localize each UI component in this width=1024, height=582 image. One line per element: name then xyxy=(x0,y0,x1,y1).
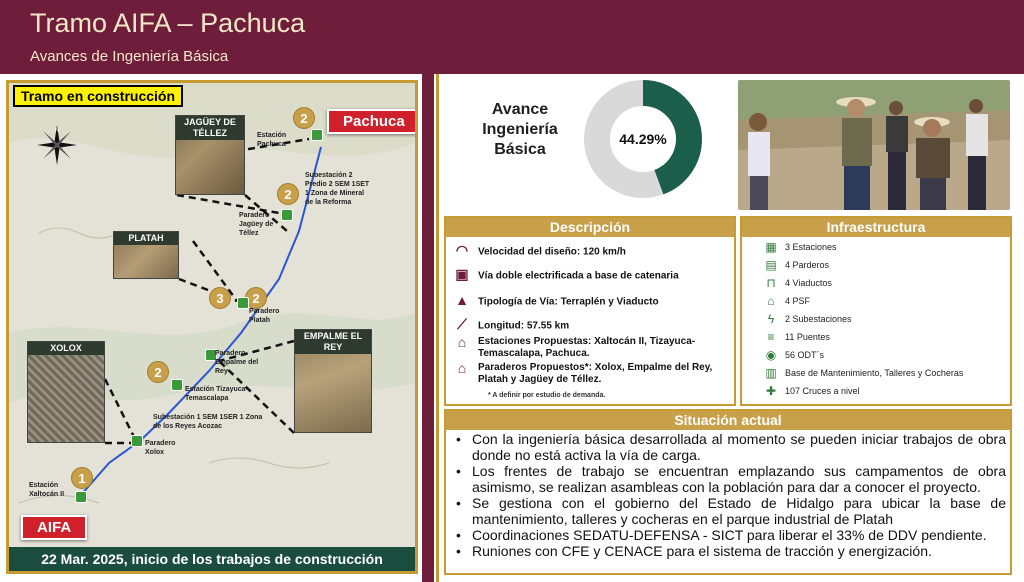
description-item xyxy=(452,318,569,334)
infrastructure-text: 4 Viaductos xyxy=(785,278,832,288)
infrastructure-item xyxy=(762,366,963,380)
map-label: Subestación 2 Predio 2 SEM 1SET 1 Zona de Mineral de la Reforma xyxy=(305,172,370,206)
infrastructure-text: 107 Cruces a nivel xyxy=(785,386,860,396)
description-item xyxy=(452,362,730,386)
city-label-aifa: AIFA xyxy=(21,515,87,540)
description-text: Tipología de Vía: Terraplén y Viaducto xyxy=(478,296,659,308)
description-text: Estaciones Propuestas: Xaltocán II, Tizayuca-Temascalapa, Pachuca. xyxy=(478,336,696,359)
map-label: Estación Xaltocán II xyxy=(29,482,65,498)
infrastructure-text: 4 PSF xyxy=(785,296,811,306)
inset-caption: PLATAH xyxy=(114,232,178,245)
map-number-badge: 3 xyxy=(209,287,231,309)
infrastructure-title: Infraestructura xyxy=(742,218,1010,237)
situation-item: • Los frentes de trabajo se encuentran emplazando sus campamentos de obra asimismo, se realizan asambleas con la población para dar a conocer el proyecto. xyxy=(456,463,1006,495)
ruler-icon: ⟋ xyxy=(457,316,467,332)
map-label: Paradero Jagüey de Téllez xyxy=(239,212,274,237)
station-building-icon: ⌂ xyxy=(457,334,467,350)
description-text: Velocidad del diseño: 120 km/h xyxy=(478,246,626,258)
infrastructure-text: 2 Subestaciones xyxy=(785,314,852,324)
compass-icon xyxy=(35,123,79,167)
infrastructure-item xyxy=(762,348,824,362)
infrastructure-item xyxy=(762,312,852,326)
stop-icon: ▤ xyxy=(765,258,777,272)
infrastructure-item xyxy=(762,240,837,254)
station-icon xyxy=(75,491,87,503)
description-panel xyxy=(444,216,736,406)
inset-xolox xyxy=(27,341,105,443)
situation-item: • Con la ingeniería básica desarrollada al momento se pueden iniciar trabajos de obra donde no está activa la vía de carga. xyxy=(456,431,1006,463)
situation-item: • Runiones con CFE y CENACE para el sistema de tracción y energización. xyxy=(456,543,1006,559)
map-footer-banner: 22 Mar. 2025, inicio de los trabajos de construcción xyxy=(9,547,415,571)
workshop-icon: ▥ xyxy=(765,366,777,380)
description-item xyxy=(452,268,679,284)
speedometer-icon: ◠ xyxy=(455,242,469,258)
vertical-divider xyxy=(422,74,434,582)
bridge-icon: ≡ xyxy=(767,330,775,344)
page-title: Tramo AIFA – Pachuca xyxy=(30,8,306,38)
culvert-icon: ◉ xyxy=(765,348,777,362)
description-title: Descripción xyxy=(446,218,734,237)
station-icon xyxy=(311,129,323,141)
description-text: Longitud: 57.55 km xyxy=(478,320,570,332)
donut-value-text: 44.29% xyxy=(619,131,667,147)
map-label: Paradero Empalme del Rey xyxy=(215,350,259,375)
description-item xyxy=(452,336,730,360)
infrastructure-text: Base de Mantenimiento, Talleres y Cocheras xyxy=(785,368,964,378)
map-tag-under-construction: Tramo en construcción xyxy=(13,85,183,107)
terrain-icon: ▲ xyxy=(455,292,469,308)
description-item xyxy=(452,244,626,260)
crossing-icon: ✚ xyxy=(765,384,777,398)
situation-list xyxy=(456,431,1006,559)
header-bar xyxy=(0,0,1024,74)
situation-item: • Se gestiona con el gobierno del Estado de Hidalgo para ubicar la base de mantenimiento, talleres y cocheras en el parque industrial de Platah xyxy=(456,495,1006,527)
description-footnote: * A definir por estudio de demanda. xyxy=(488,392,606,399)
page-subtitle: Avances de Ingeniería Básica xyxy=(30,48,229,65)
map-label: Estación Pachuca xyxy=(257,132,287,148)
infrastructure-text: 56 ODT´s xyxy=(785,350,825,360)
viaduct-icon: ⊓ xyxy=(766,276,776,290)
infrastructure-item xyxy=(762,330,830,344)
inset-jaguey xyxy=(175,115,245,195)
city-label-pachuca: Pachuca xyxy=(327,109,418,134)
infrastructure-text: 11 Puentes xyxy=(785,332,830,342)
infrastructure-panel xyxy=(740,216,1012,406)
lightning-icon: ϟ xyxy=(767,312,775,326)
description-text: Vía doble electrificada a base de catenaria xyxy=(478,270,679,282)
inset-caption: XOLOX xyxy=(28,342,104,355)
description-text: Paraderos Propuestos*: Xolox, Empalme del Rey, Platah y Jagüey de Téllez. xyxy=(478,362,713,385)
situation-title: Situación actual xyxy=(446,411,1010,430)
situation-item: • Coordinaciones SEDATU-DEFENSA - SICT para liberar el 33% de DDV pendiente. xyxy=(456,527,1006,543)
route-map xyxy=(6,80,418,574)
map-label: Estación Tizayuca-Temascalapa xyxy=(185,386,248,402)
station-icon xyxy=(131,435,143,447)
station-icon xyxy=(171,379,183,391)
train-station-icon: ▦ xyxy=(765,240,777,254)
infrastructure-text: 4 Parderos xyxy=(785,260,830,270)
map-label: Subestación 1 SEM 1SER 1 Zona de los Reyes Acozac xyxy=(153,414,263,430)
map-number-badge: 2 xyxy=(245,287,267,309)
map-number-badge: 2 xyxy=(147,361,169,383)
stop-building-icon: ⌂ xyxy=(457,360,467,376)
infrastructure-item xyxy=(762,384,860,398)
station-icon xyxy=(237,297,249,309)
svg-text:N: N xyxy=(54,128,60,134)
infrastructure-text: 3 Estaciones xyxy=(785,242,837,252)
avance-donut-chart xyxy=(580,76,706,202)
map-label: Paradero Xolox xyxy=(145,440,176,456)
inset-caption: JAGÜEY DE TÉLLEZ xyxy=(176,116,244,140)
map-number-badge: 1 xyxy=(71,467,93,489)
inset-platah xyxy=(113,231,179,279)
infrastructure-item xyxy=(762,294,810,308)
inset-caption: EMPALME EL REY xyxy=(295,330,371,354)
map-number-badge: 2 xyxy=(293,107,315,129)
psf-icon: ⌂ xyxy=(767,294,775,308)
site-visit-photo xyxy=(738,80,1010,210)
gold-strip xyxy=(436,74,439,582)
map-label: Paradero Platah xyxy=(249,308,280,324)
map-number-badge: 2 xyxy=(277,183,299,205)
infrastructure-item xyxy=(762,258,829,272)
description-item xyxy=(452,294,659,310)
infrastructure-item xyxy=(762,276,832,290)
train-icon: ▣ xyxy=(455,266,469,282)
inset-empalme xyxy=(294,329,372,433)
avance-label: Avance Ingeniería Básica xyxy=(482,101,558,158)
current-situation-panel xyxy=(444,409,1012,575)
